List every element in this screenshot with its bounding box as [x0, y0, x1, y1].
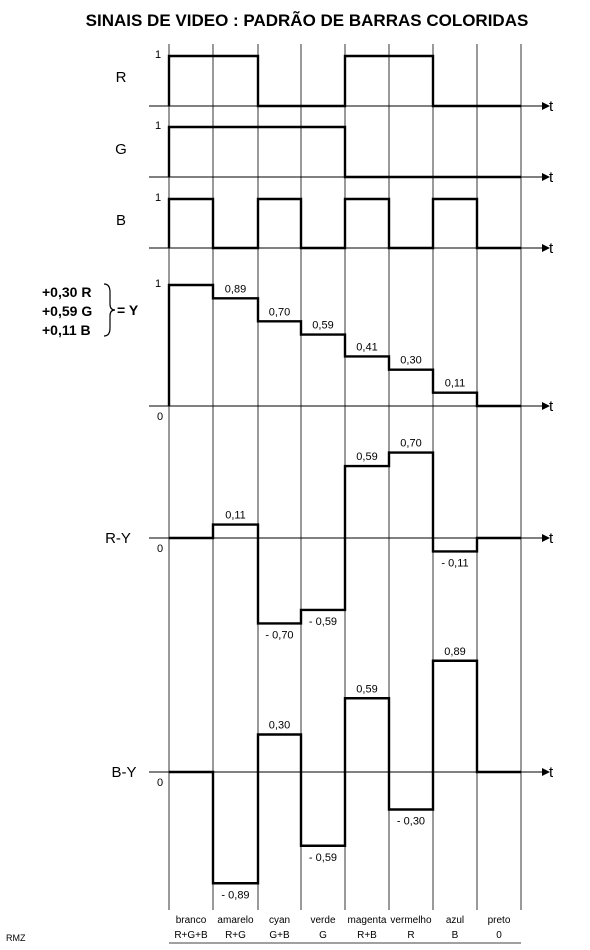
signal-waveform [169, 127, 521, 177]
panel-ry [105, 438, 554, 642]
formula-term-r: +0,30 R [42, 284, 92, 300]
bar-components-preto: 0 [496, 930, 502, 941]
bar-components-cyan: G+B [269, 930, 290, 941]
level-value-label: 0,59 [312, 319, 334, 332]
tick-label-one: 1 [155, 120, 162, 132]
level-value-label: - 0,89 [221, 889, 250, 902]
bar-name-verde: verde [310, 915, 336, 926]
signal-label: R-Y [105, 530, 131, 547]
bar-name-branco: branco [175, 915, 207, 926]
tick-label-zero: 0 [157, 777, 164, 789]
bar-name-amarelo: amarelo [217, 915, 254, 926]
level-value-label: 0,30 [268, 719, 291, 732]
tick-label-one: 1 [155, 192, 162, 204]
formula-term-b: +0,11 B [42, 322, 91, 338]
time-axis-label: t [549, 764, 554, 781]
bar-name-azul: azul [445, 915, 465, 926]
time-axis-label: t [549, 169, 554, 186]
time-axis-label: t [549, 530, 554, 547]
formula-brace [104, 284, 115, 336]
bar-components-amarelo: R+G [225, 930, 246, 941]
level-value-label: 0,41 [356, 341, 378, 354]
time-axis-label: t [549, 98, 554, 115]
panel-g [115, 120, 554, 186]
bar-components-magenta: R+B [357, 930, 377, 941]
signal-waveform [169, 56, 521, 106]
bar-name-cyan: cyan [268, 915, 291, 926]
level-value-label: 0,89 [224, 283, 247, 296]
level-value-label: 0,59 [356, 683, 378, 696]
formula-term-g: +0,59 G [42, 303, 93, 319]
level-value-label: - 0,11 [441, 557, 469, 570]
bar-name-vermelho: vermelho [390, 915, 432, 926]
level-value-label: - 0,30 [396, 815, 426, 828]
tick-label-zero: 0 [157, 543, 164, 555]
bar-components-branco: R+G+B [174, 930, 208, 941]
level-value-label: 0,11 [444, 377, 466, 390]
bar-components-azul: B [451, 930, 459, 941]
diagram-title: SINAIS DE VIDEO : PADRÃO DE BARRAS COLORIDAS [85, 11, 529, 30]
tick-label-one: 1 [155, 49, 162, 61]
level-value-label: 0,70 [400, 437, 422, 450]
level-value-label: 0,11 [225, 509, 246, 522]
luma-formula [42, 284, 139, 338]
bar-name-magenta: magenta [347, 915, 387, 926]
time-axis-label: t [549, 240, 554, 257]
signal-label: B [115, 212, 127, 229]
level-value-label: - 0,59 [308, 851, 338, 864]
panel-y [149, 278, 554, 423]
time-axis-label: t [549, 398, 554, 415]
bar-name-preto: preto [487, 915, 511, 926]
level-value-label: - 0,70 [265, 629, 294, 642]
panel-by [111, 646, 554, 902]
tick-label-zero: 0 [157, 411, 164, 423]
level-value-label: - 0,59 [308, 615, 338, 628]
signal-label: G [115, 141, 127, 158]
bar-components-vermelho: R [407, 930, 415, 941]
signal-label: B-Y [111, 764, 137, 781]
credit-text: RMZ [6, 933, 26, 943]
bar-components-verde: G [319, 930, 327, 941]
panel-b [116, 192, 554, 257]
level-value-label: 0,30 [400, 354, 422, 367]
bar-labels [169, 915, 521, 943]
level-value-label: 0,59 [356, 451, 378, 464]
formula-result: = Y [117, 302, 139, 318]
signal-panels [105, 49, 554, 901]
panel-r [116, 49, 554, 115]
signal-waveform [169, 199, 521, 248]
level-value-label: 0,70 [268, 306, 291, 319]
tick-label-one: 1 [155, 278, 162, 290]
signal-label: R [115, 69, 127, 86]
level-value-label: 0,89 [444, 645, 466, 658]
